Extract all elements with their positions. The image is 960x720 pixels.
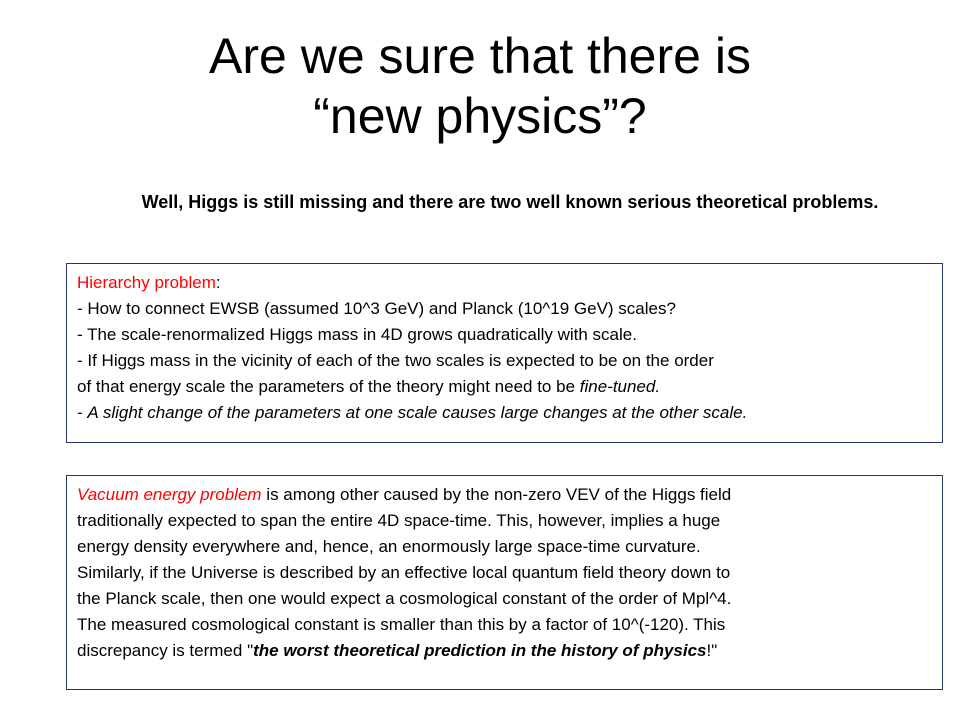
hierarchy-heading: Hierarchy problem (77, 273, 216, 292)
vacuum-line-1-text: is among other caused by the non-zero VEV of the Higgs field (261, 485, 732, 504)
title-line-1: Are we sure that there is (209, 28, 751, 84)
title-line-2: “new physics”? (313, 88, 647, 144)
hierarchy-line-5-text: A slight change of the parameters at one scale causes large changes at the other scale. (87, 403, 748, 422)
hierarchy-line-4-text: of that energy scale the parameters of the theory might need to be (77, 377, 580, 396)
slide-title (0, 26, 960, 146)
vacuum-line-7-text: discrepancy is termed " (77, 641, 254, 660)
vacuum-line-1 (77, 482, 932, 508)
vacuum-line-6: The measured cosmological constant is smaller than this by a factor of 10^(-120). This (77, 615, 726, 634)
hierarchy-heading-colon: : (215, 273, 221, 292)
slide-subtitle: Well, Higgs is still missing and there are two well known serious theoretical problems. (141, 192, 879, 212)
vacuum-line-4: Similarly, if the Universe is described by an effective local quantum field theory down to (77, 563, 731, 582)
hierarchy-heading-line (77, 270, 932, 296)
fine-tuned-term: fine-tuned. (579, 377, 661, 396)
hierarchy-line-2: - The scale-renormalized Higgs mass in 4D grows quadratically with scale. (77, 325, 637, 344)
hierarchy-line-1: - How to connect EWSB (assumed 10^3 GeV) and Planck (10^19 GeV) scales? (77, 299, 676, 318)
hierarchy-problem-box (66, 263, 943, 443)
hierarchy-line-3: - If Higgs mass in the vicinity of each of the two scales is expected to be on the order (77, 351, 714, 370)
vacuum-heading: Vacuum energy problem (77, 485, 262, 504)
worst-prediction-quote: the worst theoretical prediction in the history of physics (253, 641, 707, 660)
vacuum-energy-problem-box (66, 475, 943, 690)
vacuum-line-7 (77, 638, 932, 664)
hierarchy-line-5 (77, 400, 932, 426)
vacuum-line-5: the Planck scale, then one would expect a cosmological constant of the order of Mpl^4. (77, 589, 732, 608)
vacuum-line-2: traditionally expected to span the entire 4D space-time. This, however, implies a huge (77, 511, 721, 530)
vacuum-line-7-end: !" (706, 641, 718, 660)
hierarchy-line-5-dash: - (77, 403, 88, 422)
hierarchy-line-4 (77, 374, 932, 400)
vacuum-line-3: energy density everywhere and, hence, an enormously large space-time curvature. (77, 537, 701, 556)
